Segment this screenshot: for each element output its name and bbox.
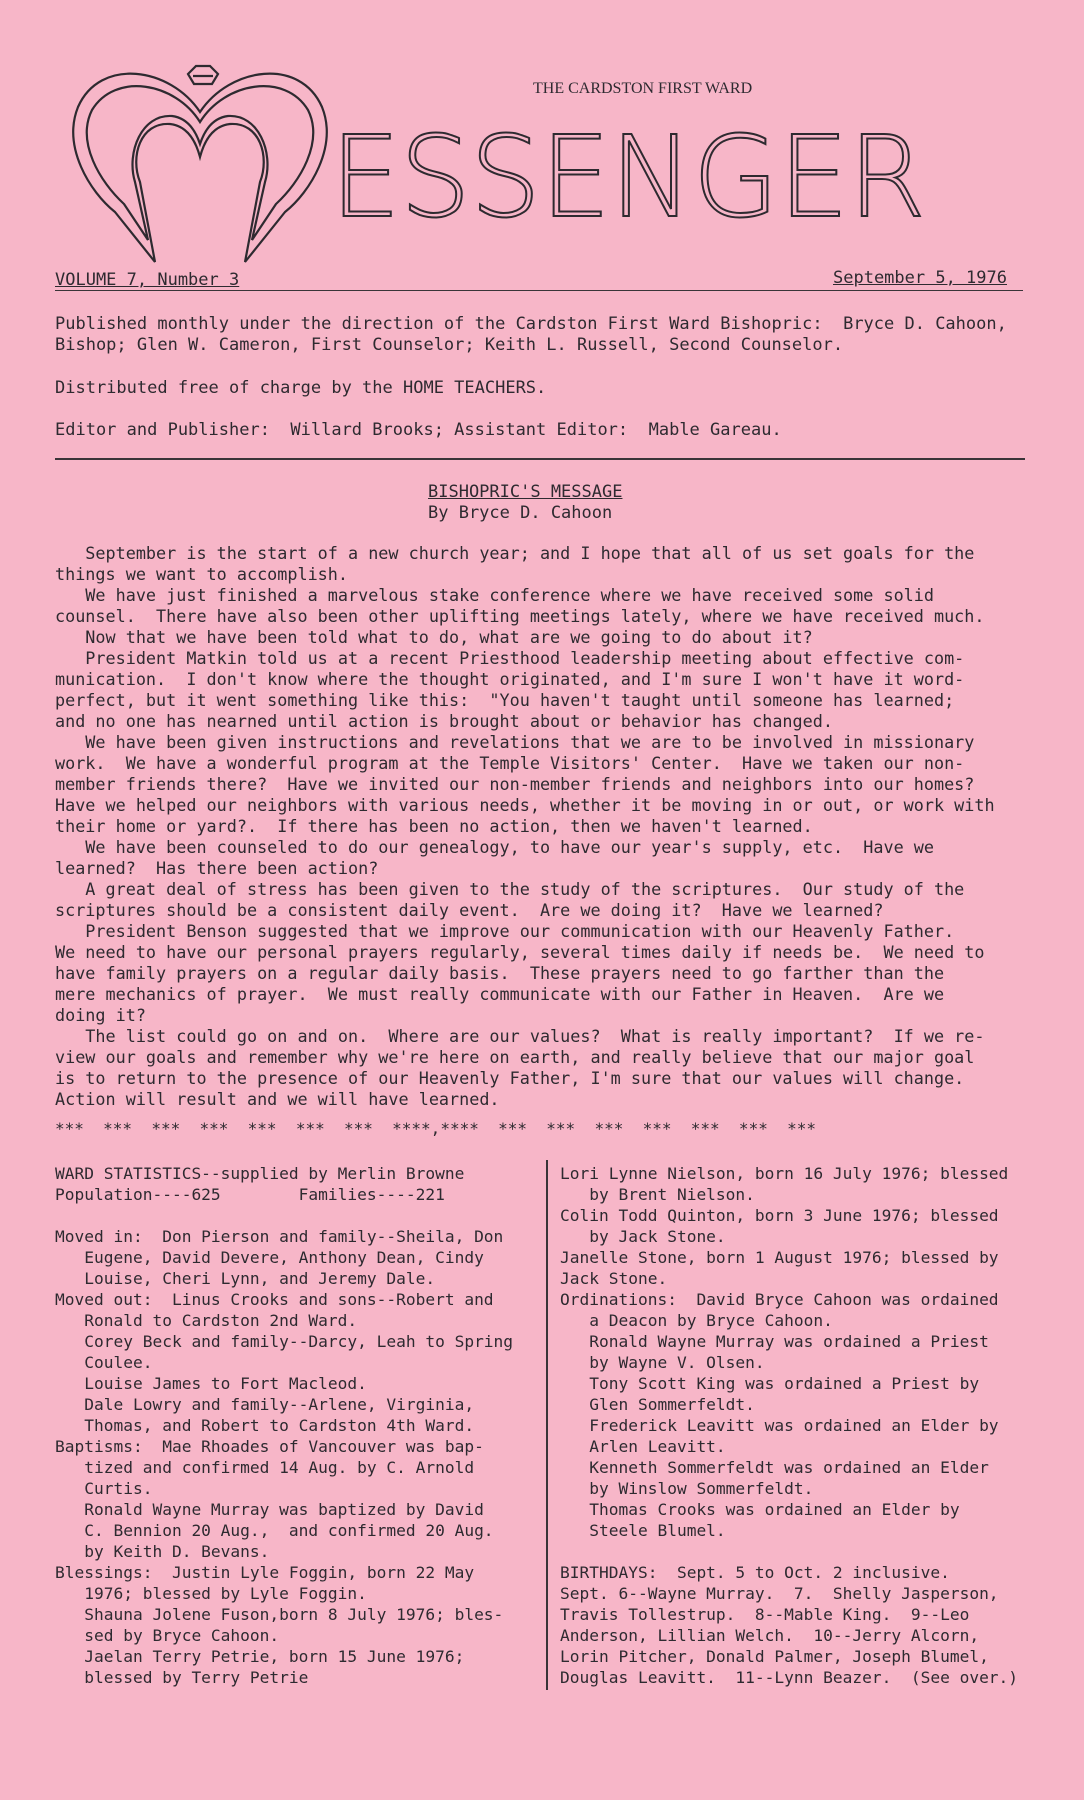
text-line: WARD STATISTICS--supplied by Merlin Browne <box>55 1164 465 1183</box>
heart-m-logo <box>60 62 360 272</box>
text-line: C. Bennion 20 Aug., and confirmed 20 Aug. <box>55 1521 494 1540</box>
masthead-kicker: THE CARDSTON FIRST WARD <box>533 80 753 97</box>
text-line: by Keith D. Bevans. <box>55 1542 270 1561</box>
text-line: A great deal of stress has been given to the study of the scriptures. Our study of the <box>55 879 965 899</box>
text-line: Moved in: Don Pierson and family--Sheila, Don <box>55 1227 504 1246</box>
text-line: Sept. 6--Wayne Murray. 7. Shelly Jasperson, <box>560 1584 999 1603</box>
column-divider <box>546 1160 548 1690</box>
text-line: Jack Stone. <box>560 1269 668 1288</box>
text-line: sed by Bryce Cahoon. <box>55 1626 280 1645</box>
message-byline: By Bryce D. Cahoon <box>428 503 613 523</box>
text-line: scriptures should be a consistent daily event. Are we doing it? Have we learned? <box>55 900 884 920</box>
text-line: Ronald Wayne Murray was ordained a Priest <box>560 1332 989 1351</box>
text-line: Ordinations: David Bryce Cahoon was ordained <box>560 1290 999 1309</box>
message-heading: BISHOPRIC'S MESSAGE <box>428 482 623 502</box>
text-line: BIRTHDAYS: Sept. 5 to Oct. 2 inclusive. <box>560 1563 950 1582</box>
text-line: Tony Scott King was ordained a Priest by <box>560 1374 980 1393</box>
text-line: by Jack Stone. <box>560 1227 726 1246</box>
text-line: Arlen Leavitt. <box>560 1437 726 1456</box>
text-line: We need to have our personal prayers regularly, several times daily if needs be. We need to <box>55 942 985 962</box>
text-line: The list could go on and on. Where are our values? What is really important? If we re- <box>55 1026 985 1046</box>
distribution-note: Distributed free of charge by the HOME TEACHERS. <box>55 378 547 398</box>
text-line: President Matkin told us at a recent Priesthood leadership meeting about effective com- <box>55 648 965 668</box>
text-line: Ronald Wayne Murray was baptized by David <box>55 1500 484 1519</box>
text-line: Thomas, and Robert to Cardston 4th Ward. <box>55 1416 475 1435</box>
text-line: perfect, but it went something like this: "You haven't taught until someone has learned; <box>55 690 955 710</box>
text-line: things we want to accomplish. <box>55 564 348 584</box>
text-line: a Deacon by Bryce Cahoon. <box>560 1311 833 1330</box>
text-line: President Benson suggested that we improve our communication with our Heavenly Father. <box>55 921 955 941</box>
text-line: counsel. There have also been other uplifting meetings lately, where we have received much. <box>55 606 985 626</box>
text-line: Eugene, David Devere, Anthony Dean, Cindy <box>55 1248 484 1267</box>
text-line: Curtis. <box>55 1479 153 1498</box>
text-line: Glen Sommerfeldt. <box>560 1395 755 1414</box>
text-line: Janelle Stone, born 1 August 1976; blessed by <box>560 1248 999 1267</box>
publisher-line-1: Published monthly under the direction of the Cardston First Ward Bishopric: Bryce D. Cahoon, <box>55 314 1007 334</box>
volume-number: VOLUME 7, Number 3 <box>55 270 240 290</box>
info-rule <box>55 458 1025 460</box>
text-line: by Winslow Sommerfeldt. <box>560 1479 814 1498</box>
text-line: is to return to the presence of our Heavenly Father, I'm sure that our values will change. <box>55 1068 965 1088</box>
text-line: Shauna Jolene Fuson,born 8 July 1976; bles- <box>55 1605 504 1624</box>
text-line: by Brent Nielson. <box>560 1185 755 1204</box>
text-line: view our goals and remember why we're here on earth, and really believe that our major goal <box>55 1047 975 1067</box>
text-line: Action will result and we will have learned. <box>55 1089 500 1109</box>
text-line: have family prayers on a regular daily basis. These prayers need to go farther than the <box>55 963 945 983</box>
text-line: Population----625 Families----221 <box>55 1185 445 1204</box>
masthead-title: ESSENGER <box>330 113 925 243</box>
text-line: Dale Lowry and family--Arlene, Virginia, <box>55 1395 475 1414</box>
text-line: member friends there? Have we invited our non-member friends and neighbors into our homes? <box>55 774 975 794</box>
text-line: Jaelan Terry Petrie, born 15 June 1976; <box>55 1647 465 1666</box>
text-line: Blessings: Justin Lyle Foggin, born 22 May <box>55 1563 475 1582</box>
text-line: We have been counseled to do our genealogy, to have our year's supply, etc. Have we <box>55 837 934 857</box>
text-line: by Wayne V. Olsen. <box>560 1353 765 1372</box>
section-separator: *** *** *** *** *** *** *** ****,**** *** *** *** *** *** *** *** <box>55 1119 816 1138</box>
text-line: blessed by Terry Petrie <box>55 1668 309 1687</box>
text-line: Corey Beck and family--Darcy, Leah to Spring <box>55 1332 514 1351</box>
editors-line: Editor and Publisher: Willard Brooks; Assistant Editor: Mable Gareau. <box>55 420 782 440</box>
text-line: 1976; blessed by Lyle Foggin. <box>55 1584 367 1603</box>
text-line: Louise James to Fort Macleod. <box>55 1374 367 1393</box>
text-line: We have just finished a marvelous stake conference where we have received some solid <box>55 585 934 605</box>
text-line: munication. I don't know where the thought originated, and I'm sure I won't have it word- <box>55 669 965 689</box>
text-line: their home or yard?. If there has been no action, then we haven't learned. <box>55 816 813 836</box>
text-line: We have been given instructions and revelations that we are to be involved in missionary <box>55 732 975 752</box>
text-line: Anderson, Lillian Welch. 10--Jerry Alcorn, <box>560 1626 980 1645</box>
text-line: Ronald to Cardston 2nd Ward. <box>55 1311 358 1330</box>
text-line: and no one has nearned until action is brought about or behavior has changed. <box>55 711 833 731</box>
text-line: Thomas Crooks was ordained an Elder by <box>560 1500 960 1519</box>
text-line: Moved out: Linus Crooks and sons--Robert and <box>55 1290 494 1309</box>
text-line: Kenneth Sommerfeldt was ordained an Elder <box>560 1458 989 1477</box>
issue-date: September 5, 1976 <box>833 268 1007 288</box>
text-line: Frederick Leavitt was ordained an Elder by <box>560 1416 999 1435</box>
publisher-line-2: Bishop; Glen W. Cameron, First Counselor; Keith L. Russell, Second Counselor. <box>55 335 844 355</box>
text-line: Have we helped our neighbors with various needs, whether it be moving in or out, or work with <box>55 795 995 815</box>
text-line: mere mechanics of prayer. We must really communicate with our Father in Heaven. Are we <box>55 984 945 1004</box>
masthead-rule <box>55 290 1023 291</box>
text-line: doing it? <box>55 1005 146 1025</box>
text-line: Travis Tollestrup. 8--Mable King. 9--Leo <box>560 1605 970 1624</box>
text-line: Now that we have been told what to do, what are we going to do about it? <box>55 627 813 647</box>
text-line: Colin Todd Quinton, born 3 June 1976; blessed <box>560 1206 999 1225</box>
text-line: Lori Lynne Nielson, born 16 July 1976; blessed <box>560 1164 1009 1183</box>
text-line: tized and confirmed 14 Aug. by C. Arnold <box>55 1458 475 1477</box>
text-line: Lorin Pitcher, Donald Palmer, Joseph Blumel, <box>560 1647 989 1666</box>
text-line: September is the start of a new church year; and I hope that all of us set goals for the <box>55 543 975 563</box>
text-line: Louise, Cheri Lynn, and Jeremy Dale. <box>55 1269 436 1288</box>
text-line: Coulee. <box>55 1353 153 1372</box>
text-line: Baptisms: Mae Rhoades of Vancouver was bap- <box>55 1437 484 1456</box>
text-line: Douglas Leavitt. 11--Lynn Beazer. (See over.) <box>560 1668 1019 1687</box>
text-line: work. We have a wonderful program at the Temple Visitors' Center. Have we taken our non- <box>55 753 965 773</box>
text-line: learned? Has there been action? <box>55 858 379 878</box>
text-line: Steele Blumel. <box>560 1521 726 1540</box>
